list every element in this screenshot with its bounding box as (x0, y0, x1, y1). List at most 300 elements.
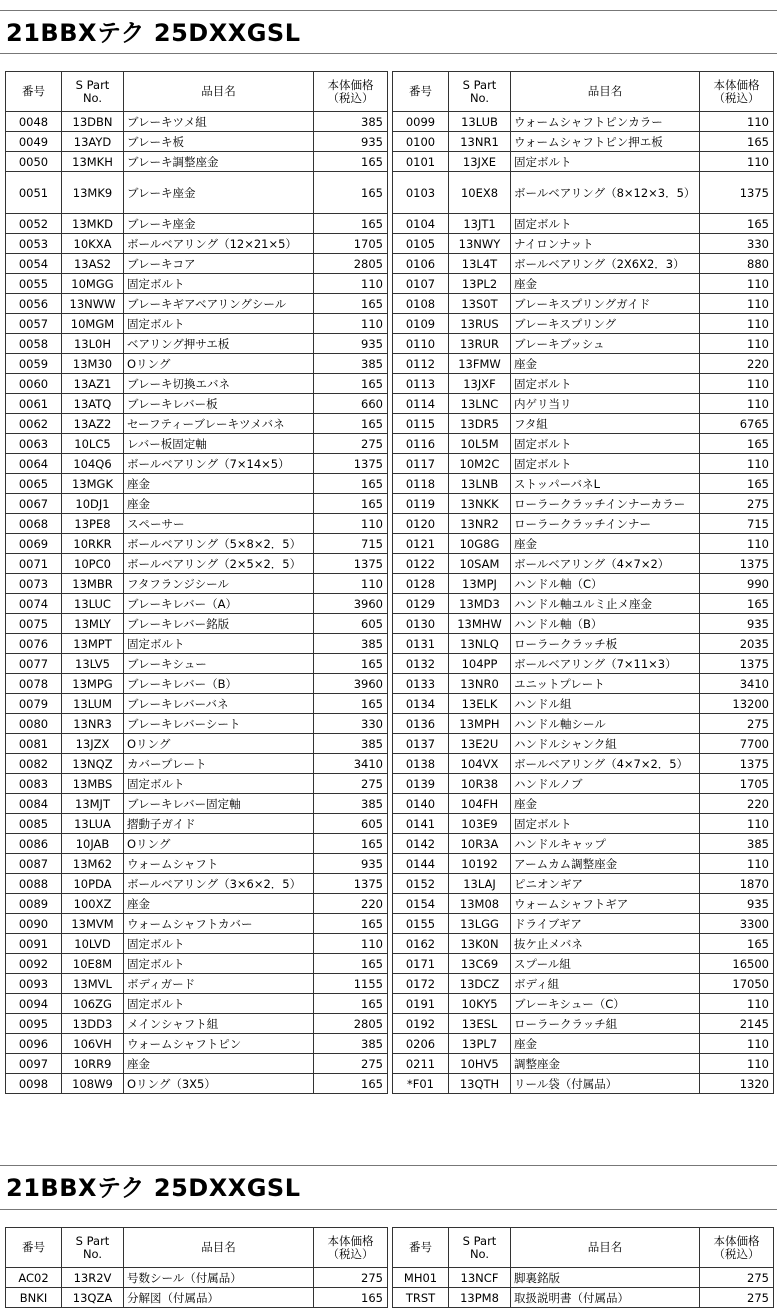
part-index: 0077 (6, 654, 62, 674)
part-number: 13NWY (449, 234, 511, 254)
part-number: 106VH (62, 1034, 124, 1054)
part-name: ウォームシャフトピン (124, 1034, 314, 1054)
header-part-no (449, 72, 511, 112)
part-number: 13MPJ (449, 574, 511, 594)
table-row (6, 934, 388, 954)
table-row (6, 414, 388, 434)
part-index: 0096 (6, 1034, 62, 1054)
part-price: 275 (700, 714, 774, 734)
header-part-no-text: S Part (75, 77, 110, 92)
part-index: 0134 (393, 694, 449, 714)
part-name: ドライブギア (511, 914, 700, 934)
part-price: 3960 (314, 674, 388, 694)
part-number: 10E8M (62, 954, 124, 974)
header-item-name (124, 1228, 314, 1268)
part-price: 385 (314, 112, 388, 132)
part-number: 13LGG (449, 914, 511, 934)
part-number: 13NWW (62, 294, 124, 314)
header-price-text: （税込） (327, 1246, 374, 1261)
part-number: 13AZ2 (62, 414, 124, 434)
part-number: 13AS2 (62, 254, 124, 274)
accessory-table-left (5, 1227, 388, 1308)
part-price: 275 (700, 1268, 774, 1288)
table-row (6, 854, 388, 874)
part-price: 165 (314, 374, 388, 394)
part-index: 0050 (6, 152, 62, 172)
part-name: フタフランジシール (124, 574, 314, 594)
part-price: 110 (314, 934, 388, 954)
part-number: 13ATQ (62, 394, 124, 414)
part-name: 座金 (124, 474, 314, 494)
part-name: ブレーキコア (124, 254, 314, 274)
part-index: 0144 (393, 854, 449, 874)
part-price: 275 (314, 434, 388, 454)
table-row (6, 814, 388, 834)
part-name: ボールベアリング（7×11×3） (511, 654, 700, 674)
part-number: 104FH (449, 794, 511, 814)
part-price: 1155 (314, 974, 388, 994)
part-name: Oリング (124, 354, 314, 374)
table-row (393, 534, 774, 554)
part-price: 385 (314, 734, 388, 754)
part-name: ボールベアリング（5×8×2．5） (124, 534, 314, 554)
part-name: ウォームシャフトピン押エ板 (511, 132, 700, 152)
part-number: 13S0T (449, 294, 511, 314)
part-index: 0098 (6, 1074, 62, 1094)
header-part-no-text: S Part (462, 1233, 497, 1248)
part-number: 13MVL (62, 974, 124, 994)
part-number: 13MBR (62, 574, 124, 594)
part-index: 0071 (6, 554, 62, 574)
part-index: 0076 (6, 634, 62, 654)
part-price: 385 (314, 794, 388, 814)
table-row (393, 774, 774, 794)
part-number: 13QZA (62, 1288, 124, 1308)
part-index: 0128 (393, 574, 449, 594)
part-price: 165 (314, 494, 388, 514)
part-number: 13NR3 (62, 714, 124, 734)
part-price: 1375 (700, 554, 774, 574)
part-name: ウォームシャフト (124, 854, 314, 874)
part-index: 0115 (393, 414, 449, 434)
part-price: 605 (314, 614, 388, 634)
table-row (393, 994, 774, 1014)
part-index: AC02 (6, 1268, 62, 1288)
part-price: 165 (700, 474, 774, 494)
part-price: 110 (700, 274, 774, 294)
part-number: 13JT1 (449, 214, 511, 234)
part-price: 7700 (700, 734, 774, 754)
part-number: 13MBS (62, 774, 124, 794)
part-price: 110 (314, 274, 388, 294)
part-index: 0120 (393, 514, 449, 534)
header-item-name (511, 1228, 700, 1268)
table-row (393, 454, 774, 474)
part-price: 110 (700, 1054, 774, 1074)
part-number: 10MGM (62, 314, 124, 334)
part-number: 13MK9 (62, 172, 124, 214)
part-price: 935 (700, 614, 774, 634)
part-index: 0100 (393, 132, 449, 152)
header-price-text: 本体価格 (713, 77, 760, 92)
section-rule-2 (0, 1165, 777, 1166)
part-index: 0133 (393, 674, 449, 694)
part-number: 13MJT (62, 794, 124, 814)
table-row (393, 974, 774, 994)
table-row (393, 734, 774, 754)
part-number: 13PE8 (62, 514, 124, 534)
part-price: 16500 (700, 954, 774, 974)
part-number: 13QTH (449, 1074, 511, 1094)
table-row (393, 354, 774, 374)
part-name: ハンドルシャンク組 (511, 734, 700, 754)
part-index: 0087 (6, 854, 62, 874)
table-row (6, 594, 388, 614)
part-number: 13ESL (449, 1014, 511, 1034)
part-name: ボールベアリング（8×12×3．5） (511, 172, 700, 214)
part-index: 0132 (393, 654, 449, 674)
table-row (393, 594, 774, 614)
part-index: 0162 (393, 934, 449, 954)
part-index: 0055 (6, 274, 62, 294)
part-number: 10RR9 (62, 1054, 124, 1074)
part-index: 0058 (6, 334, 62, 354)
part-number: 10EX8 (449, 172, 511, 214)
part-price: 3300 (700, 914, 774, 934)
part-name: ボールベアリング（2X6X2．3） (511, 254, 700, 274)
part-name: フタ組 (511, 414, 700, 434)
part-number: 10LVD (62, 934, 124, 954)
part-index: 0075 (6, 614, 62, 634)
part-index: 0051 (6, 172, 62, 214)
table-row (393, 334, 774, 354)
part-name: 座金 (511, 794, 700, 814)
part-number: 10PC0 (62, 554, 124, 574)
part-number: 10RKR (62, 534, 124, 554)
part-index: 0065 (6, 474, 62, 494)
header-price (700, 72, 774, 112)
part-index: 0136 (393, 714, 449, 734)
part-index: 0107 (393, 274, 449, 294)
table-row (6, 334, 388, 354)
part-price: 220 (314, 894, 388, 914)
part-name: ハンドルノブ (511, 774, 700, 794)
part-price: 110 (700, 454, 774, 474)
part-name: セーフティーブレーキツメバネ (124, 414, 314, 434)
part-price: 715 (700, 514, 774, 534)
part-name: ブレーキスプリングガイド (511, 294, 700, 314)
part-number: 13FMW (449, 354, 511, 374)
part-number: 13JXE (449, 152, 511, 172)
part-price: 275 (700, 494, 774, 514)
table-row (393, 314, 774, 334)
part-price: 660 (314, 394, 388, 414)
header-part-no-text: No. (82, 90, 103, 105)
part-price: 1375 (700, 754, 774, 774)
part-index: 0062 (6, 414, 62, 434)
part-price: 6765 (700, 414, 774, 434)
part-price: 17050 (700, 974, 774, 994)
part-price: 385 (314, 354, 388, 374)
header-part-no-text: No. (469, 1246, 490, 1261)
part-price: 3410 (314, 754, 388, 774)
part-name: ブレーキツメ組 (124, 112, 314, 132)
part-index: 0048 (6, 112, 62, 132)
table-row (393, 1074, 774, 1094)
part-number: 10R3A (449, 834, 511, 854)
part-index: 0085 (6, 814, 62, 834)
part-price: 385 (314, 634, 388, 654)
table-row (6, 274, 388, 294)
header-price-text: （税込） (713, 1246, 760, 1261)
part-number: 10LC5 (62, 434, 124, 454)
part-index: 0099 (393, 112, 449, 132)
table-row (6, 674, 388, 694)
part-number: 13MPG (62, 674, 124, 694)
header-item-name (124, 72, 314, 112)
part-price: 935 (314, 854, 388, 874)
part-index: 0114 (393, 394, 449, 414)
part-number: 13M30 (62, 354, 124, 374)
part-price: 990 (700, 574, 774, 594)
part-price: 165 (314, 1074, 388, 1094)
table-row (6, 694, 388, 714)
part-number: 13K0N (449, 934, 511, 954)
part-index: 0095 (6, 1014, 62, 1034)
part-price: 165 (314, 152, 388, 172)
part-name: ブレーキ切換エバネ (124, 374, 314, 394)
part-price: 165 (314, 474, 388, 494)
table-row (393, 614, 774, 634)
part-name: ブレーキ板 (124, 132, 314, 152)
table-row (393, 274, 774, 294)
header-part-no-text: No. (82, 1246, 103, 1261)
header-item-name-text: 品目名 (587, 84, 623, 98)
part-price: 1705 (314, 234, 388, 254)
part-number: 13L0H (62, 334, 124, 354)
header-no (393, 1228, 449, 1268)
part-number: 13AZ1 (62, 374, 124, 394)
part-name: ブレーキレバー板 (124, 394, 314, 414)
table-row (6, 954, 388, 974)
part-price: 165 (700, 434, 774, 454)
table-row (393, 474, 774, 494)
part-index: 0073 (6, 574, 62, 594)
part-name: 座金 (511, 534, 700, 554)
part-index: 0084 (6, 794, 62, 814)
part-price: 275 (314, 1054, 388, 1074)
header-part-no (449, 1228, 511, 1268)
part-price: 3960 (314, 594, 388, 614)
part-price: 1870 (700, 874, 774, 894)
part-price: 605 (314, 814, 388, 834)
part-name: ボールベアリング（3×6×2．5） (124, 874, 314, 894)
part-name: ブレーキレバー銘版 (124, 614, 314, 634)
part-index: 0064 (6, 454, 62, 474)
part-price: 275 (700, 1288, 774, 1308)
part-price: 165 (314, 214, 388, 234)
table-row (393, 574, 774, 594)
part-name: レバー板固定軸 (124, 434, 314, 454)
part-number: 10R38 (449, 774, 511, 794)
part-number: 13DD3 (62, 1014, 124, 1034)
part-price: 1375 (314, 554, 388, 574)
part-price: 110 (700, 294, 774, 314)
table-row (6, 754, 388, 774)
table-row (393, 434, 774, 454)
part-number: 13NR1 (449, 132, 511, 152)
part-price: 165 (314, 914, 388, 934)
header-no (6, 1228, 62, 1268)
part-price: 13200 (700, 694, 774, 714)
table-row (393, 834, 774, 854)
part-number: 13R2V (62, 1268, 124, 1288)
part-price: 165 (314, 994, 388, 1014)
part-price: 110 (700, 374, 774, 394)
table-row (6, 152, 388, 172)
part-index: 0118 (393, 474, 449, 494)
part-name: 固定ボルト (511, 214, 700, 234)
table-row (6, 1288, 388, 1308)
part-number: 10L5M (449, 434, 511, 454)
part-name: Oリング (124, 834, 314, 854)
part-number: 10KXA (62, 234, 124, 254)
table-row (6, 554, 388, 574)
part-number: 10M2C (449, 454, 511, 474)
header-price (700, 1228, 774, 1268)
part-price: 165 (314, 954, 388, 974)
table-row (6, 1074, 388, 1094)
table-row (393, 814, 774, 834)
table-row (393, 374, 774, 394)
part-number: 10G8G (449, 534, 511, 554)
part-price: 165 (700, 594, 774, 614)
table-row (393, 694, 774, 714)
part-name: 固定ボルト (511, 434, 700, 454)
part-number: 13ELK (449, 694, 511, 714)
part-number: 13LAJ (449, 874, 511, 894)
table-row (6, 634, 388, 654)
part-price: 165 (314, 1288, 388, 1308)
parts-table-left (5, 71, 388, 1094)
part-name: ブレーキレバー固定軸 (124, 794, 314, 814)
header-part-no-text: No. (469, 90, 490, 105)
header-price (314, 1228, 388, 1268)
part-name: ボディ組 (511, 974, 700, 994)
part-number: 13LUB (449, 112, 511, 132)
part-name: ローラークラッチ組 (511, 1014, 700, 1034)
part-index: 0122 (393, 554, 449, 574)
table-row (6, 794, 388, 814)
part-price: 165 (700, 132, 774, 152)
part-number: 13MKD (62, 214, 124, 234)
part-price: 165 (314, 694, 388, 714)
table-row (6, 132, 388, 152)
part-index: TRST (393, 1288, 449, 1308)
part-name: ウォームシャフトギア (511, 894, 700, 914)
table-row (6, 214, 388, 234)
header-part-no (62, 72, 124, 112)
part-name: ブレーキレバーバネ (124, 694, 314, 714)
part-price: 110 (700, 994, 774, 1014)
table-row (393, 794, 774, 814)
part-index: 0079 (6, 694, 62, 714)
part-price: 110 (314, 574, 388, 594)
part-index: 0060 (6, 374, 62, 394)
part-price: 2805 (314, 1014, 388, 1034)
table-row (6, 1034, 388, 1054)
table-row (393, 894, 774, 914)
table-row (6, 874, 388, 894)
table-row (6, 394, 388, 414)
part-index: 0141 (393, 814, 449, 834)
header-no-text: 番号 (22, 84, 45, 98)
part-name: ブレーキギアベアリングシール (124, 294, 314, 314)
part-name: ハンドル軸（B） (511, 614, 700, 634)
table-row (6, 474, 388, 494)
top-rule (0, 10, 777, 11)
part-name: ウォームシャフトカバー (124, 914, 314, 934)
header-no-text: 番号 (409, 1240, 432, 1254)
part-index: 0155 (393, 914, 449, 934)
part-index: 0057 (6, 314, 62, 334)
part-price: 1320 (700, 1074, 774, 1094)
part-number: 13LUC (62, 594, 124, 614)
title-underline-1 (0, 53, 777, 54)
part-price: 330 (700, 234, 774, 254)
part-name: 固定ボルト (124, 634, 314, 654)
part-index: 0110 (393, 334, 449, 354)
section-title-2: 21BBXテク 25DXXGSL (6, 1174, 301, 1202)
part-number: 13MPT (62, 634, 124, 654)
table-row (393, 234, 774, 254)
part-index: 0074 (6, 594, 62, 614)
header-part-no-text: S Part (75, 1233, 110, 1248)
part-index: 0112 (393, 354, 449, 374)
part-name: 取扱説明書（付属品） (511, 1288, 700, 1308)
part-index: 0121 (393, 534, 449, 554)
table-row (6, 434, 388, 454)
part-index: 0103 (393, 172, 449, 214)
table-row (6, 454, 388, 474)
table-row (393, 634, 774, 654)
part-price: 715 (314, 534, 388, 554)
part-index: 0172 (393, 974, 449, 994)
table-row (6, 494, 388, 514)
table-row (6, 614, 388, 634)
part-price: 110 (700, 314, 774, 334)
part-index: 0093 (6, 974, 62, 994)
table-row (393, 1014, 774, 1034)
part-number: 13NQZ (62, 754, 124, 774)
part-name: ハンドル軸シール (511, 714, 700, 734)
part-name: ウォームシャフトピンカラー (511, 112, 700, 132)
part-name: 調整座金 (511, 1054, 700, 1074)
header-price-text: 本体価格 (713, 1233, 760, 1248)
parts-table-right (392, 71, 774, 1094)
part-name: 号数シール（付属品） (124, 1268, 314, 1288)
part-index: 0211 (393, 1054, 449, 1074)
part-price: 110 (700, 334, 774, 354)
part-index: 0049 (6, 132, 62, 152)
part-price: 220 (700, 794, 774, 814)
part-number: 13AYD (62, 132, 124, 152)
part-number: 13LUA (62, 814, 124, 834)
part-index: 0078 (6, 674, 62, 694)
part-name: 固定ボルト (124, 954, 314, 974)
table-row (6, 774, 388, 794)
part-price: 1375 (700, 172, 774, 214)
